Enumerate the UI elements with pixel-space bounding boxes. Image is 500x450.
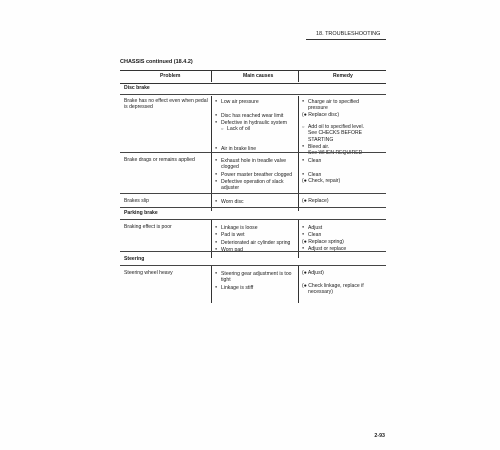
row-problem: Brake drags or remains applied <box>124 157 195 163</box>
row-causes <box>215 157 297 191</box>
row-problem: Brakes slip <box>124 198 149 204</box>
group-title-disc-brake: Disc brake <box>124 85 150 91</box>
row-causes <box>215 270 297 291</box>
row-remedies <box>302 270 386 295</box>
section-title: CHASSIS continued (18.4.2) <box>120 59 193 65</box>
col-divider <box>298 70 299 82</box>
col-remedy-header: Remedy <box>333 73 353 79</box>
page-number: 2-93 <box>374 433 385 439</box>
col-divider <box>298 265 299 303</box>
header-rule <box>306 39 386 40</box>
remedy-item: ● Bleed air. <box>302 143 386 150</box>
cause-item: ● Power master breather clogged <box>215 171 297 178</box>
remedy-item: (● Replace spring) <box>302 238 344 245</box>
row-remedies <box>302 198 386 204</box>
col-divider <box>211 219 212 258</box>
row-divider <box>120 94 386 95</box>
remedy-item: ● Adjust or replace <box>302 245 386 252</box>
cause-item: ● Steering gear adjustment is too <box>215 270 297 277</box>
row-divider <box>120 219 386 220</box>
table-header <box>120 70 386 84</box>
col-divider <box>211 70 212 82</box>
row-remedies <box>302 98 386 157</box>
cause-item: ● Deteriorated air cylinder spring <box>215 239 297 246</box>
group-title-steering: Steering <box>124 256 145 262</box>
remedy-cont: pressure <box>308 105 328 112</box>
row-divider <box>120 193 386 194</box>
col-problem-header: Problem <box>160 73 181 79</box>
row-causes <box>215 98 297 152</box>
remedy-item: ● Clean <box>302 231 386 238</box>
row-divider <box>120 265 386 266</box>
col-causes-header: Main causes <box>243 73 274 79</box>
remedy-item: (● Replace disc) <box>302 111 340 118</box>
cause-item: ● Worn disc <box>215 198 297 205</box>
cause-subitem: ○ Lack of oil <box>215 126 297 132</box>
cause-item: ● Defective in hydraulic system <box>215 119 297 126</box>
remedy-item: ● Adjust <box>302 224 386 231</box>
remedy-cont: See WHEN REQUIRED <box>308 150 363 157</box>
cause-item: ● Air in brake line <box>215 145 297 152</box>
row-problem: Steering wheel heavy <box>124 270 173 276</box>
page-header: 18. TROUBLESHOOTING <box>316 31 381 37</box>
remedy-cont: necessary) <box>308 288 333 295</box>
row-problem: Brake has no effect even when pedal is depressed <box>124 98 208 111</box>
row-causes <box>215 224 297 253</box>
cause-cont: tight <box>221 277 231 284</box>
row-divider <box>120 152 386 153</box>
cause-item: ● Worn pad <box>215 246 297 253</box>
cause-item: ● Disc has reached wear limit <box>215 112 297 119</box>
col-divider <box>298 219 299 258</box>
remedy-item: (● Check, repair) <box>302 177 341 184</box>
row-problem: Braking effect is poor <box>124 224 172 230</box>
cause-item: ● Linkage is stiff <box>215 284 297 291</box>
remedy-item: ○ Add oil to specified level. <box>302 124 386 130</box>
remedy-item: (● Replace) <box>302 198 329 204</box>
col-divider <box>211 265 212 303</box>
cause-item: ● Pad is wet <box>215 231 297 238</box>
row-remedies <box>302 224 386 252</box>
row-remedies <box>302 157 386 184</box>
remedy-cont: See CHECKS BEFORE STARTING <box>308 130 363 143</box>
group-title-parking-brake: Parking brake <box>124 210 158 216</box>
remedy-item: (● Check linkage, replace if <box>302 282 364 289</box>
remedy-item: ● Clean <box>302 157 386 164</box>
remedy-item: (● Adjust) <box>302 270 324 276</box>
remedy-item: ● Clean <box>302 171 386 178</box>
row-divider <box>120 207 386 208</box>
cause-cont: clogged <box>221 164 239 171</box>
row-causes <box>215 198 297 205</box>
cause-item: ● Low air pressure <box>215 98 297 105</box>
cause-item: ● Defective operation of slack <box>215 178 297 185</box>
cause-cont: adjuster <box>221 185 240 192</box>
row-divider <box>120 251 386 252</box>
remedy-item: ● Charge air to specified <box>302 98 386 105</box>
cause-item: ● Exhaust hole in treadle valve <box>215 157 297 164</box>
cause-item: ● Linkage is loose <box>215 224 297 231</box>
